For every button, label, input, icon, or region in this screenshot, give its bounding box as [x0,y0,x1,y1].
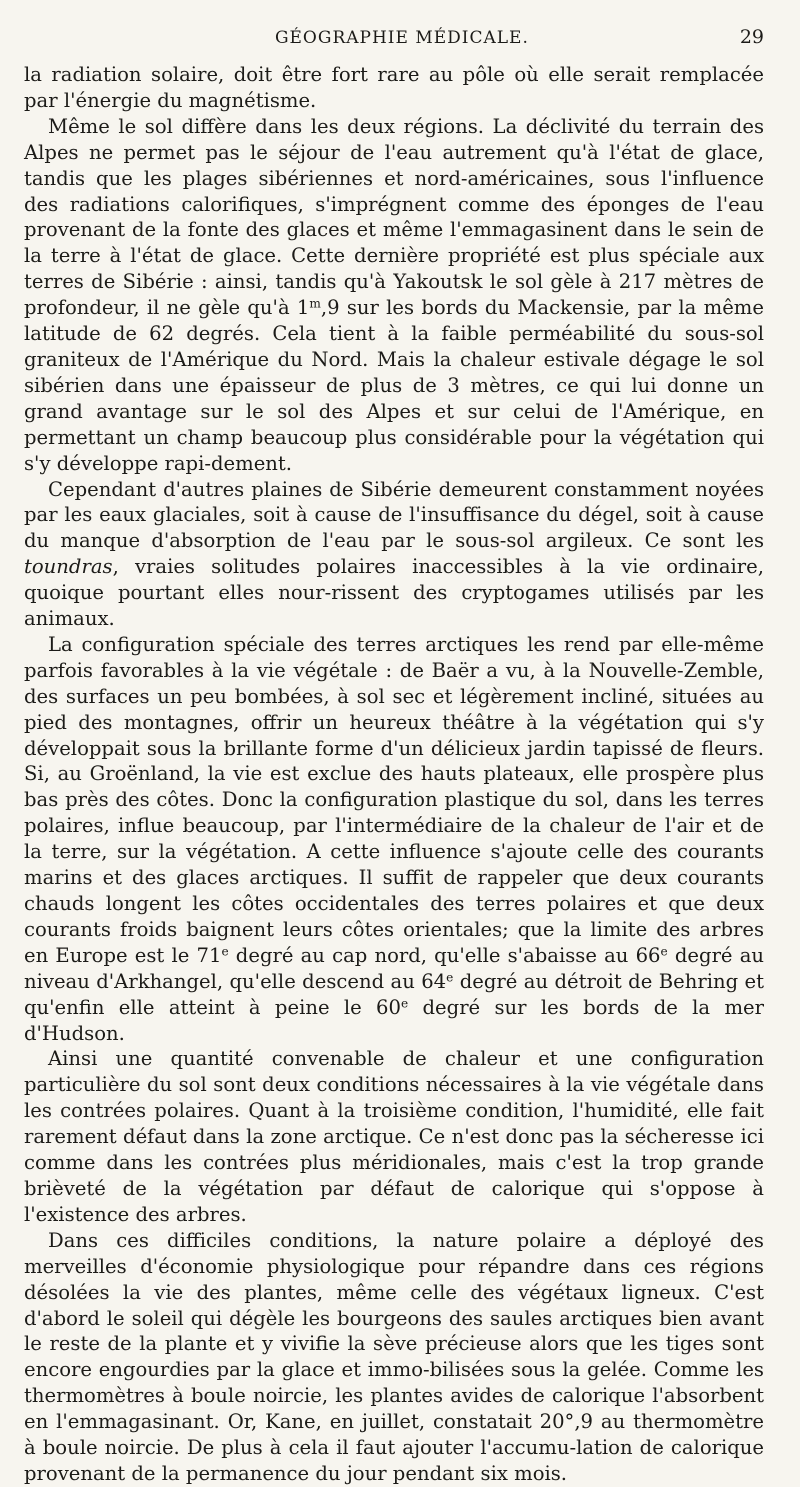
running-header [24,26,764,60]
paragraph-economy: Dans ces difficiles conditions, la nature polaire a déployé des merveilles d'économie physiologique pour répandre dans ces régions désolées la vie des plantes, même celle des végétaux ligneux. C'est d'abord le soleil qui dégèle les bourgeons des saules arctiques bien avant le reste de la plante et y vivifie la sève précieuse alors que les tiges sont encore engourdies par la glace et immo-bilisées sous la gelée. Comme les thermomètres à boule noircie, les plantes avides de calorique l'absorbent en l'emmagasinant. Or, Kane, en juillet, constatait 20°,9 au thermomètre à boule noircie. De plus à cela il faut ajouter l'accumu-lation de calorique provenant de la permanence du jour pendant six mois. [24,1228,764,1485]
paragraph-toundras: Cependant d'autres plaines de Sibérie demeurent constamment noyées par les eaux glaciales, soit à cause de l'insuffisance du dégel, soit à cause du manque d'absorption de l'eau par le sous-sol argileux. Ce sont les toundras, vraies solitudes polaires inaccessibles à la vie ordinaire, quoique pourtant elles nour-rissent des cryptogames utilisés par les animaux. [24,477,764,631]
italic-toundras: toundras [24,555,113,579]
superscript-e: e [221,944,229,959]
superscript-e: e [660,944,668,959]
superscript-m: m [309,296,321,311]
paragraph-conditions: Ainsi une quantité convenable de chaleur et une configuration particulière du sol sont deux conditions nécessaires à la vie végétale dans les contrées polaires. Quant à la troisième condition, l'humidité, elle fait rarement défaut dans la zone arctique. Ce n'est donc pas la sécheresse ici comme dans les contrées plus méridionales, mais c'est la trop grande brièveté de la végétation par défaut de calorique qui s'oppose à l'existence des arbres. [24,1047,764,1226]
superscript-e: e [401,995,409,1010]
paragraph-soil: Même le sol diffère dans les deux régions. La déclivité du terrain des Alpes ne permet pas le séjour de l'eau autrement qu'à l'état de glace, tandis que les plages sibériennes et nord-américaines, sous l'influence des radiations calorifiques, s'imprégnent comme des éponges de l'eau provenant de la fonte des glaces et même l'emmagasinent dans le sein de la terre à l'état de glace. Cette dernière propriété est plus spéciale aux terres de Sibérie : ainsi, tandis qu'à Yakoutsk le sol gèle à 217 mètres de profondeur, il ne gèle qu'à 1$^m$,9 sur les bords du Mackensie, par la même latitude de 62 degrés. Cela tient à la faible perméabilité du sous-sol graniteux de l'Amérique du Nord. Mais la chaleur estivale dégage le sol sibérien dans une épaisseur de plus de 3 mètres, ce qui lui donne un grand avantage sur le sol des Alpes et sur celui de l'Amérique, en permettant un champ beaucoup plus considérable pour la végétation qui s'y développe rapi-dement. [24,114,764,475]
body-text [24,62,764,1487]
running-title: GÉOGRAPHIE MÉDICALE. [274,28,529,48]
paragraph-configuration: La configuration spéciale des terres arctiques les rend par elle-même parfois favorables à la vie végétale : de Baër a vu, à la Nouvelle-Zemble, des surfaces un peu bombées, à sol sec et légèrement incliné, situées au pied des montagnes, offrir un heureux théâtre à la végétation qui s'y développait sous la brillante forme d'un délicieux jardin tapissé de fleurs. Si, au Groënland, la vie est exclue des hauts plateaux, elle prospère plus bas près des côtes. Donc la configuration plastique du sol, dans les terres polaires, influe beaucoup, par l'intermédiaire de la chaleur de l'air et de la terre, sur la végétation. A cette influence s'ajoute celle des courants marins et des glaces arctiques. Il suffit de rappeler que deux courants chauds longent les côtes occidentales des terres polaires et que deux courants froids baignent leurs côtes orientales; que la limite des arbres en Europe est le 71e degré au cap nord, qu'elle s'abaisse au 66e degré au niveau d'Arkhangel, qu'elle descend au 64e degré au détroit de Behring et qu'enfin elle atteint à peine le 60e degré sur les bords de la mer d'Hudson. [24,632,765,1045]
superscript-e: e [446,970,454,985]
page-number: 29 [739,26,764,48]
paragraph-continuation: la radiation solaire, doit être fort rare au pôle où elle serait remplacée par l'énergie du magnétisme. [24,63,764,112]
